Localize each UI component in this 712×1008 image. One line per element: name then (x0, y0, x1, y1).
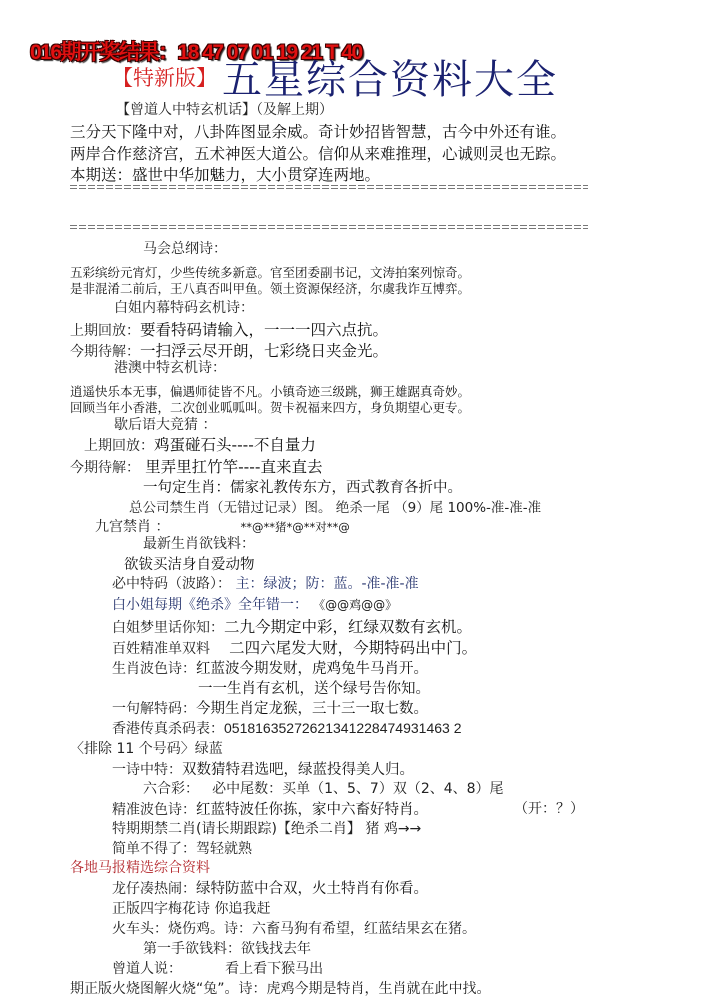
exclude-note: 〈排除 11 个号码〉绿蓝 (70, 741, 223, 757)
wave-label: 必中特码（波路）： (112, 576, 231, 592)
this-period-value: 里弄里扛竹竿----直来直去 (145, 458, 323, 476)
first-hand: 第一手欲钱料：欲钱找去年 (143, 941, 311, 957)
simple-value: 驾轻就熟 (196, 841, 252, 857)
dream-row (112, 615, 472, 637)
fax-row (112, 718, 461, 738)
wave-row (112, 573, 419, 593)
precise-value: 红蓝特波任你拣，家中六畜好特肖。 (196, 802, 428, 818)
section-heading-gangao: 港澳中特玄机诗： (114, 360, 226, 376)
train-head: 火车头：烧伤鸡。诗：六畜马狗有希望，红蓝结果玄在猪。 (112, 921, 476, 937)
plum-poem: 正版四字梅花诗 你追我赶 (112, 901, 271, 917)
dragon-row (112, 877, 428, 898)
section-heading-baijie: 白姐内幕特码玄机诗： (114, 300, 254, 316)
money-heading: 最新生肖欲钱料： (143, 536, 255, 552)
precise-row (112, 798, 428, 819)
color-poem-line: 一一生肖有玄机，送个绿号告你知。 (198, 681, 430, 697)
draw-result-label: 016期开奖结果： (30, 41, 178, 64)
single-double-value: 二四六尾发大财，今期特码出中门。 (229, 639, 478, 657)
ban-two-zodiac: 特期期禁二肖(请长期跟踪)【绝杀二肖】 猪 鸡→→ (112, 821, 422, 837)
single-double-row (112, 636, 477, 658)
one-zodiac: 一句定生肖：儒家礼教传东方，西式教育各折中。 (143, 480, 462, 496)
separator (70, 185, 588, 190)
dream-label: 白姐梦里话你知： (112, 620, 224, 636)
this-period-label: 今期待解： (70, 344, 140, 360)
dragon-label: 龙仔凑热闹： (112, 881, 196, 897)
poem-line: 回顾当年小香港，二次创业呱呱叫。贺卡祝福来四方，身负期望心更专。 (70, 400, 471, 415)
this-period-row (70, 455, 322, 477)
section-heading-mahui: 马会总纲诗： (143, 241, 227, 257)
precise-label: 精准波色诗： (112, 802, 196, 818)
last-period-value: 鸡蛋碰石头----不自量力 (154, 436, 316, 454)
separator (70, 225, 588, 230)
solve-value: 今期生肖定龙猴，三十三一取七数。 (196, 701, 428, 717)
precise-open: （开：？） (514, 801, 584, 817)
edition-badge: 【特新版】 (112, 66, 217, 90)
poem-line: 逍遥快乐本无事，偏遇师徒皆不凡。小镇奇迹三级跳，狮王雄踞真奇妙。 (70, 384, 471, 399)
this-period-value: 一扫浮云尽开朗，七彩绕日夹金光。 (140, 342, 389, 360)
this-period-label: 今期待解： (70, 460, 140, 476)
zeng-says-label: 曾道人说： (112, 961, 182, 977)
money-value: 欲钹买洁身自爱动物 (124, 557, 255, 573)
last-period-row (70, 318, 388, 340)
nine-palace-value: **@**猪*@**对**@ (240, 520, 350, 534)
section-heading-xiehouyu: 歇后语大竞猜 ： (114, 417, 217, 433)
poem-special-value: 双数猜特君选吧，绿蓝投得美人归。 (182, 762, 414, 778)
poem-line: 是非混淆二前后，王八真否叫甲鱼。领土资源保经济，尔虞我诈互博弈。 (70, 281, 471, 296)
last-period-label: 上期回放： (70, 323, 140, 339)
simple-row (112, 838, 252, 858)
nine-palace-label: 九宫禁肖 ： (95, 519, 170, 535)
lhc-label: 六合彩： (143, 781, 199, 797)
kill-label: 白小姐每期《绝杀》全年错一： (112, 597, 308, 613)
fax-label: 香港传真杀码表： (112, 721, 224, 737)
kill-row (112, 594, 397, 614)
last-period-label: 上期回放： (84, 438, 154, 454)
kill-value: 《@@鸡@@》 (313, 598, 398, 612)
poem-line: 三分天下隆中对，八卦阵图显余威。奇计妙招皆智慧，古今中外还有谁。 (70, 123, 567, 141)
color-poem-row (112, 657, 428, 678)
page-title: 五星综合资料大全 (222, 57, 558, 103)
wave-value: 主：绿波；防：蓝。-准-准-准 (231, 576, 419, 592)
section-heading-mabao: 各地马报精选综合资料 (70, 860, 210, 876)
fax-value: 05181635272621341228474931463 2 (224, 720, 462, 736)
poem-line: 五彩缤纷元宵灯，少些传统多新意。官至团委副书记，文涛拍案列惊奇。 (70, 265, 471, 280)
color-poem-line: 红蓝波今期发财，虎鸡兔牛马肖开。 (196, 661, 428, 677)
zeng-says-value: 看上看下猴马出 (225, 961, 324, 977)
dream-value: 二九今期定中彩，红绿双数有玄机。 (224, 618, 473, 636)
dragon-value: 绿特防蓝中合双，火土特肖有你看。 (196, 881, 428, 897)
last-period-row (84, 433, 316, 455)
draw-result-numbers: 18 47 07 01 19 21 T 40 (177, 41, 362, 64)
poem-line: 两岸合作慈济宫，五术神医大道公。信仰从来难推理，心诚则灵也无踪。 (70, 145, 567, 163)
solve-row (112, 697, 428, 718)
simple-label: 简单不得了： (112, 841, 196, 857)
solve-label: 一句解特码： (112, 701, 196, 717)
section-heading-zeng: 【曾道人中特玄机话】（及解上期） (116, 102, 333, 118)
poem-special-row (112, 758, 414, 779)
poem-line: 本期送：盛世中华加魅力，大小贯穿连两地。 (70, 166, 381, 184)
zeng-says-row (112, 958, 323, 978)
color-poem-label: 生肖波色诗： (112, 661, 196, 677)
lhc-value: 必中尾数：买单（1、5、7）双（2、4、8）尾 (212, 781, 504, 797)
fire-chart-poem: 期正版火烧图解火烧“兔”。诗：虎鸡今期是特肖，生肖就在此中找。 (70, 981, 491, 997)
forbidden-zodiac: 总公司禁生肖（无错过记录）图。 绝杀一尾 （9）尾 100%-准-准-准 (129, 500, 542, 516)
lhc-row (143, 778, 504, 798)
last-period-value: 要看特码请输入，一一一四六点抗。 (140, 321, 389, 339)
poem-special-label: 一诗中特： (112, 762, 182, 778)
single-double-label: 百姓精准单双料 (112, 641, 210, 657)
